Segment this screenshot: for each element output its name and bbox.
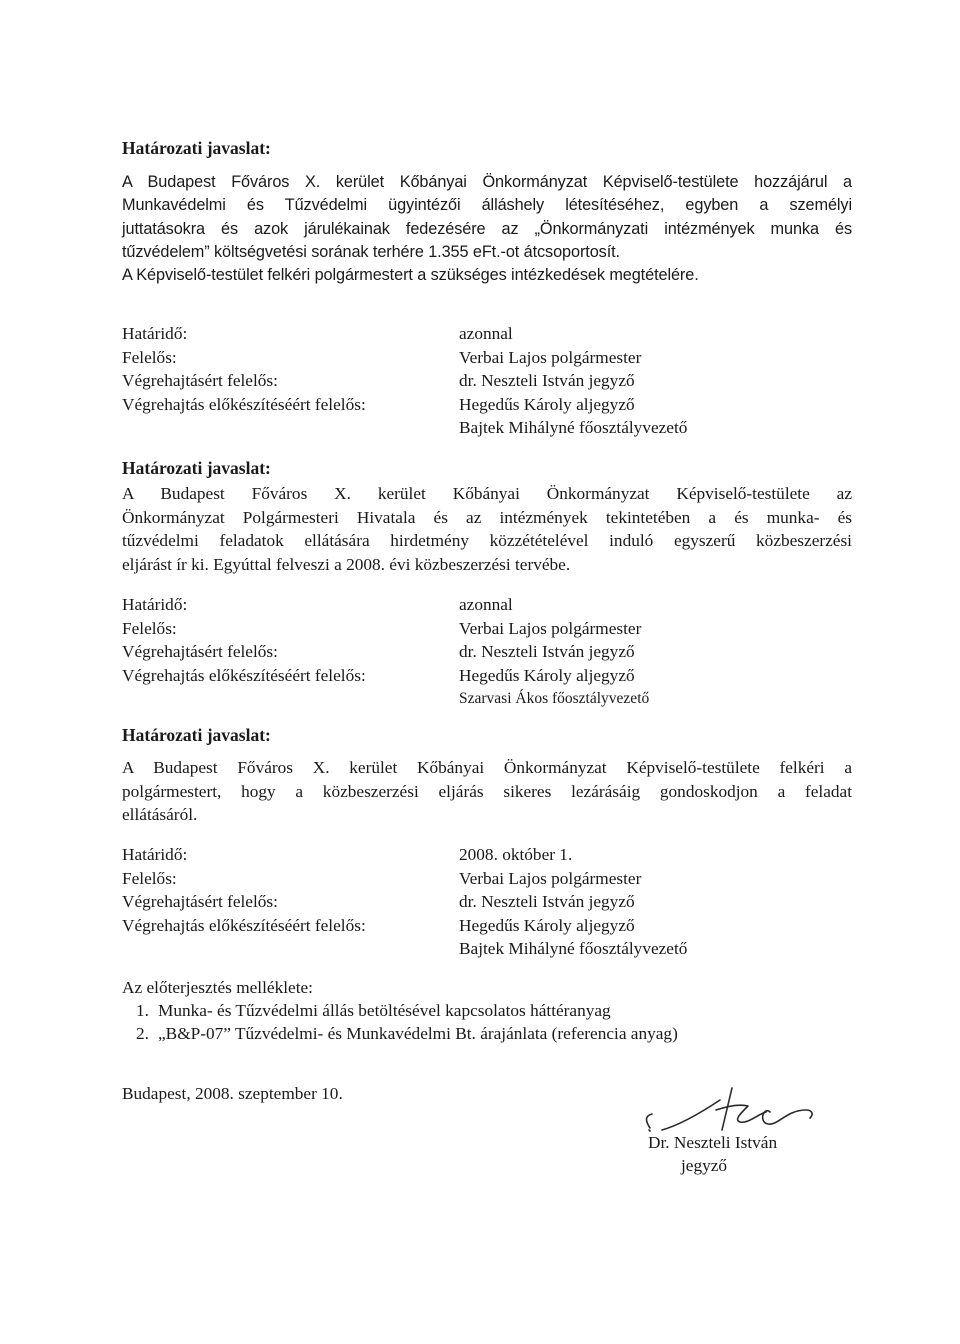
responsibility-value: Verbai Lajos polgármester — [459, 347, 642, 367]
responsibility-row — [122, 664, 862, 688]
responsibility-label: Végrehajtás előkészítéséért felelős: — [122, 394, 366, 414]
responsibility-value: Verbai Lajos polgármester — [459, 868, 642, 888]
attachment-number: 1. — [136, 1001, 149, 1020]
paragraph-line: juttatásokra és azok járulékainak fedezésére az „Önkormányzati intézmények munka és — [122, 219, 852, 238]
responsibility-label: Határidő: — [122, 595, 188, 614]
attachments-title: Az előterjesztés melléklete: — [122, 978, 313, 997]
paragraph-line: A Budapest Főváros X. kerület Kőbányai Önkormányzat Képviselő-testülete az — [122, 484, 852, 503]
responsibility-value: azonnal — [459, 324, 513, 343]
responsibility-row — [122, 640, 862, 664]
responsibility-value: dr. Neszteli István jegyző — [459, 371, 635, 390]
responsibility-row — [122, 322, 862, 346]
responsibility-label: Felelős: — [122, 868, 177, 888]
section-2-heading: Határozati javaslat: — [122, 458, 271, 478]
paragraph-line: Munkavédelmi és Tűzvédelmi ügyintézői álláshely létesítéséhez, egyben a személyi — [122, 196, 852, 215]
responsibility-value: 2008. október 1. — [459, 845, 573, 864]
responsibility-value: dr. Neszteli István jegyző — [459, 642, 635, 661]
paragraph-line: eljárást ír ki. Egyúttal felveszi a 2008. évi közbeszerzési tervébe. — [122, 554, 571, 574]
responsibility-label: Határidő: — [122, 324, 188, 343]
paragraph-line: tűzvédelem” költségvetési sorának terhére 1.355 eFt.-ot átcsoportosít. — [122, 242, 620, 261]
section-3-paragraph — [122, 756, 852, 827]
responsibility-value: Bajtek Mihályné főosztályvezető — [459, 939, 688, 958]
responsibility-label: Határidő: — [122, 845, 188, 864]
responsibility-row — [122, 393, 862, 417]
responsibility-row — [122, 593, 862, 617]
responsibility-value: Hegedűs Károly aljegyző — [459, 915, 635, 935]
section-1-paragraph — [122, 171, 852, 287]
responsibility-value: Hegedűs Károly aljegyző — [459, 394, 635, 414]
place-date: Budapest, 2008. szeptember 10. — [122, 1084, 343, 1103]
paragraph-line: ellátásáról. — [122, 805, 198, 824]
section-1-responsibilities — [122, 322, 862, 440]
responsibility-value: Bajtek Mihályné főosztályvezető — [459, 418, 688, 437]
responsibility-label: Végrehajtásért felelős: — [122, 371, 278, 390]
attachment-item — [122, 1022, 862, 1045]
attachment-item — [122, 999, 862, 1022]
responsibility-row — [122, 416, 862, 440]
attachment-text: Munka- és Tűzvédelmi állás betöltésével kapcsolatos háttéranyag — [158, 1001, 611, 1020]
responsibility-label: Végrehajtásért felelős: — [122, 642, 278, 661]
paragraph-line: A Budapest Főváros X. kerület Kőbányai Önkormányzat Képviselő-testülete hozzájárul a — [122, 173, 852, 191]
responsibility-row — [122, 617, 862, 641]
section-2-responsibilities — [122, 593, 862, 711]
section-2-paragraph — [122, 482, 852, 576]
responsibility-value: Szarvasi Ákos főosztályvezető — [459, 690, 650, 707]
responsibility-label: Felelős: — [122, 618, 177, 638]
responsibility-row — [122, 687, 862, 711]
section-3-heading: Határozati javaslat: — [122, 725, 271, 745]
responsibility-row — [122, 369, 862, 393]
responsibility-row — [122, 937, 862, 961]
responsibility-row — [122, 890, 862, 914]
responsibility-row — [122, 914, 862, 938]
responsibility-row — [122, 867, 862, 891]
responsibility-label: Végrehajtás előkészítéséért felelős: — [122, 915, 366, 935]
responsibility-label — [122, 937, 459, 961]
responsibility-label: Végrehajtásért felelős: — [122, 892, 278, 911]
paragraph-line: tűzvédelmi feladatok ellátására hirdetmény közzétételével induló egyszerű közbeszerzési — [122, 531, 852, 550]
paragraph-line: A Budapest Főváros X. kerület Kőbányai Önkormányzat Képviselő-testülete felkéri a — [122, 758, 852, 777]
responsibility-row — [122, 843, 862, 867]
responsibility-row — [122, 346, 862, 370]
responsibility-label — [122, 687, 459, 711]
responsibility-label: Végrehajtás előkészítéséért felelős: — [122, 665, 366, 685]
section-1-heading: Határozati javaslat: — [122, 138, 271, 158]
responsibility-label — [122, 416, 459, 440]
paragraph-line: Önkormányzat Polgármesteri Hivatala és az intézmények tekintetében a és munka- és — [122, 507, 852, 527]
section-3-responsibilities — [122, 843, 862, 961]
responsibility-value: Verbai Lajos polgármester — [459, 618, 642, 638]
responsibility-value: dr. Neszteli István jegyző — [459, 892, 635, 911]
paragraph-line: polgármestert, hogy a közbeszerzési eljárás sikeres lezárásáig gondoskodjon a feladat — [122, 781, 852, 801]
attachment-text: „B&P-07” Tűzvédelmi- és Munkavédelmi Bt. árajánlata (referencia anyag) — [158, 1024, 678, 1043]
responsibility-value: Hegedűs Károly aljegyző — [459, 665, 635, 685]
signer-name: Dr. Neszteli István — [648, 1133, 778, 1152]
attachments-list — [122, 999, 862, 1045]
responsibility-value: azonnal — [459, 595, 513, 614]
attachment-number: 2. — [136, 1024, 149, 1043]
responsibility-label: Felelős: — [122, 347, 177, 367]
paragraph-line: A Képviselő-testület felkéri polgármestert a szükséges intézkedések megtételére. — [122, 266, 699, 285]
signer-title: jegyző — [681, 1156, 728, 1175]
